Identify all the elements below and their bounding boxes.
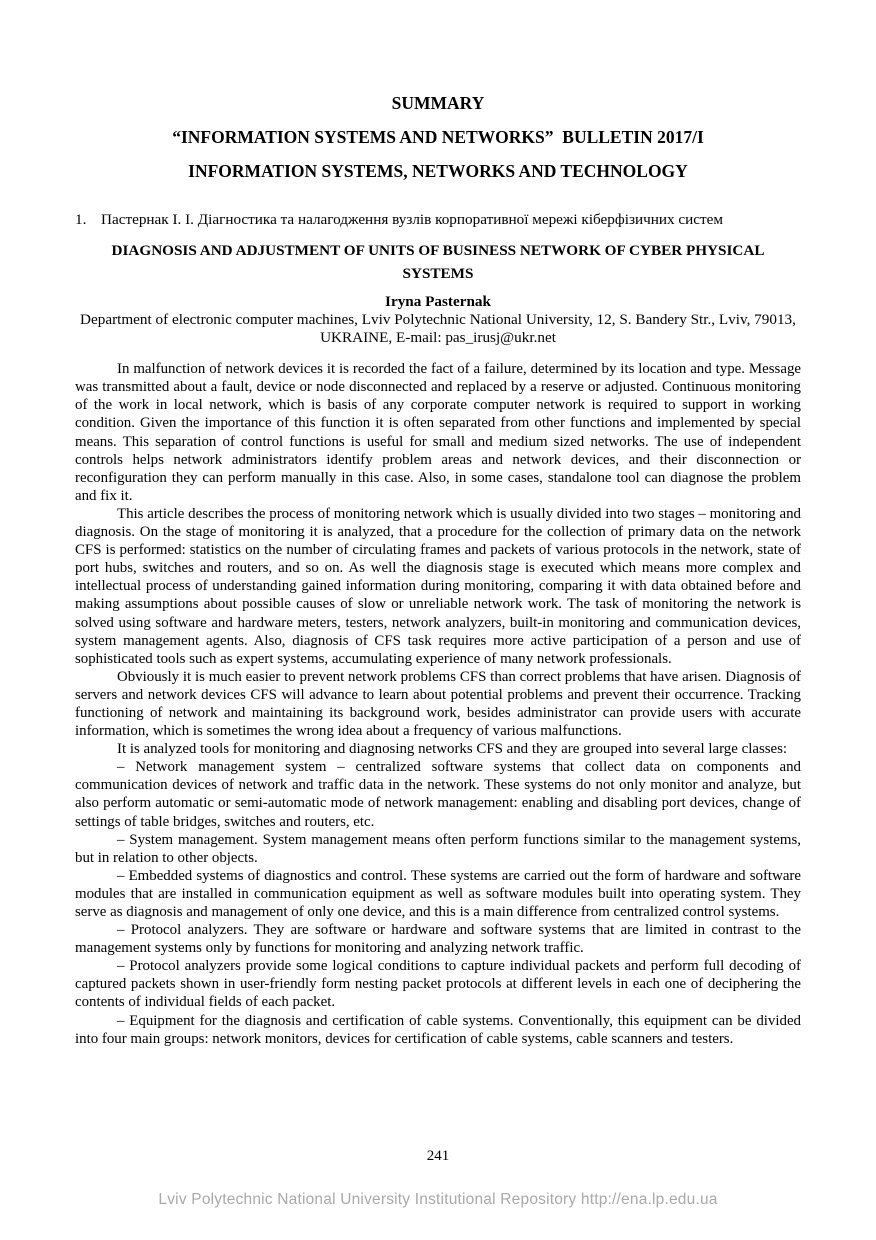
entry-citation-row (75, 211, 801, 229)
document-header (75, 86, 801, 188)
abstract-list-item: – System management. System management means often perform functions similar to the management systems, but in relation to other objects. (75, 831, 801, 866)
abstract-list-item: – Protocol analyzers provide some logical conditions to capture individual packets and perform full decoding of captured packets shown in user-friendly form nesting packet protocols at different levels in each one of deciphering the contents of individual fields of each packet. (75, 958, 801, 1011)
page-number: 241 (426, 1148, 450, 1164)
abstract-paragraph: In malfunction of network devices it is recorded the fact of a failure, determined by its location and type. Message was transmitted about a fault, device or node disconnected and replaced by a reserve or adjusted. Continuous monitoring of the work in local network, which is basis of any corporate computer network is required to support in working condition. Given the importance of this function it is often separated from other functions and implemented by special means. This separation of control functions is useful for small and medium sized networks. The use of independent controls helps network administrators identify problem areas and network devices, and their disconnection or reconfiguration they can perform manually in this case. Also, in some cases, standalone tool can diagnose the problem and fix it. (75, 361, 801, 504)
abstract-list-item: – Network management system – centralized software systems that collect data on components and communication devices of network and traffic data in the network. These systems do not only monitor and analyze, but also perform automatic or semi-automatic mode of network management: enabling and disabling port devices, change of settings of table bridges, switches and routers, etc. (75, 759, 801, 830)
abstract-paragraph: Obviously it is much easier to prevent network problems CFS than correct problems that have arisen. Diagnosis of servers and network devices CFS will advance to learn about potential problems and prevent their occurrence. Tracking functioning of network and maintaining its background work, besides administrator can provide users with accurate information, which is sometimes the wrong idea about a frequency of various malfunctions. (75, 668, 801, 740)
page-content (75, 0, 801, 1048)
bulletin-title: “INFORMATION SYSTEMS AND NETWORKS” BULLETIN 2017/I (172, 127, 704, 147)
bulletin-subtitle: INFORMATION SYSTEMS, NETWORKS AND TECHNOLOGY (188, 161, 688, 181)
abstract-list-item: – Equipment for the diagnosis and certification of cable systems. Conventionally, this equipment can be divided into four main groups: network monitors, devices for certification of cable systems, cable scanners and testers. (75, 1012, 801, 1047)
author-affiliation: Department of electronic computer machines, Lviv Polytechnic National University, 12, S. Bandery Str., Lviv, 79013, UKRAINE, E-mail: pas_irusj@ukr.net (80, 311, 796, 346)
repository-footer-text: Lviv Polytechnic National University Institutional Repository http://ena.lp.edu.ua (158, 1191, 718, 1208)
entry-citation-ukrainian: Пастернак І. І. Діагностика та налагодження вузлів корпоративної мережі кіберфізичних систем (101, 211, 723, 228)
paper-title: DIAGNOSIS AND ADJUSTMENT OF UNITS OF BUSINESS NETWORK OF CYBER PHYSICAL SYSTEMS (111, 242, 765, 282)
entry-number: 1. (75, 211, 87, 228)
abstract-body (75, 360, 801, 1048)
abstract-paragraph: It is analyzed tools for monitoring and diagnosing networks CFS and they are grouped into several large classes: (117, 741, 788, 758)
abstract-list-item: – Protocol analyzers. They are software or hardware and software systems that are limited in contrast to the management systems only by functions for monitoring and analyzing network traffic. (75, 922, 801, 957)
summary-heading: SUMMARY (391, 93, 485, 113)
author-name: Iryna Pasternak (385, 293, 491, 310)
abstract-paragraph: This article describes the process of monitoring network which is usually divided into two stages – monitoring and diagnosis. On the stage of monitoring it is analyzed, that a procedure for the collection of primary data on the network CFS is performed: statistics on the number of circulating frames and packets of various protocols in the network, state of port hubs, switches and routers, and so on. As well the diagnosis stage is executed which means more complex and intellectual process of understanding gained information during monitoring, comparing it with data obtained before and making assumptions about possible causes of slow or unreliable network work. The task of monitoring the network is solved using software and hardware meters, testers, network analyzers, built-in monitoring and communication devices, system management agents. Also, diagnosis of CFS task requires more active participation of a person and use of sophisticated tools such as expert systems, accumulating experience of many network professionals. (75, 505, 801, 667)
abstract-list-item: – Embedded systems of diagnostics and control. These systems are carried out the form of hardware and software modules that are installed in communication equipment as well as software modules built into operating system. They serve as diagnosis and management of only one device, and this is a main difference from centralized control systems. (75, 867, 801, 920)
